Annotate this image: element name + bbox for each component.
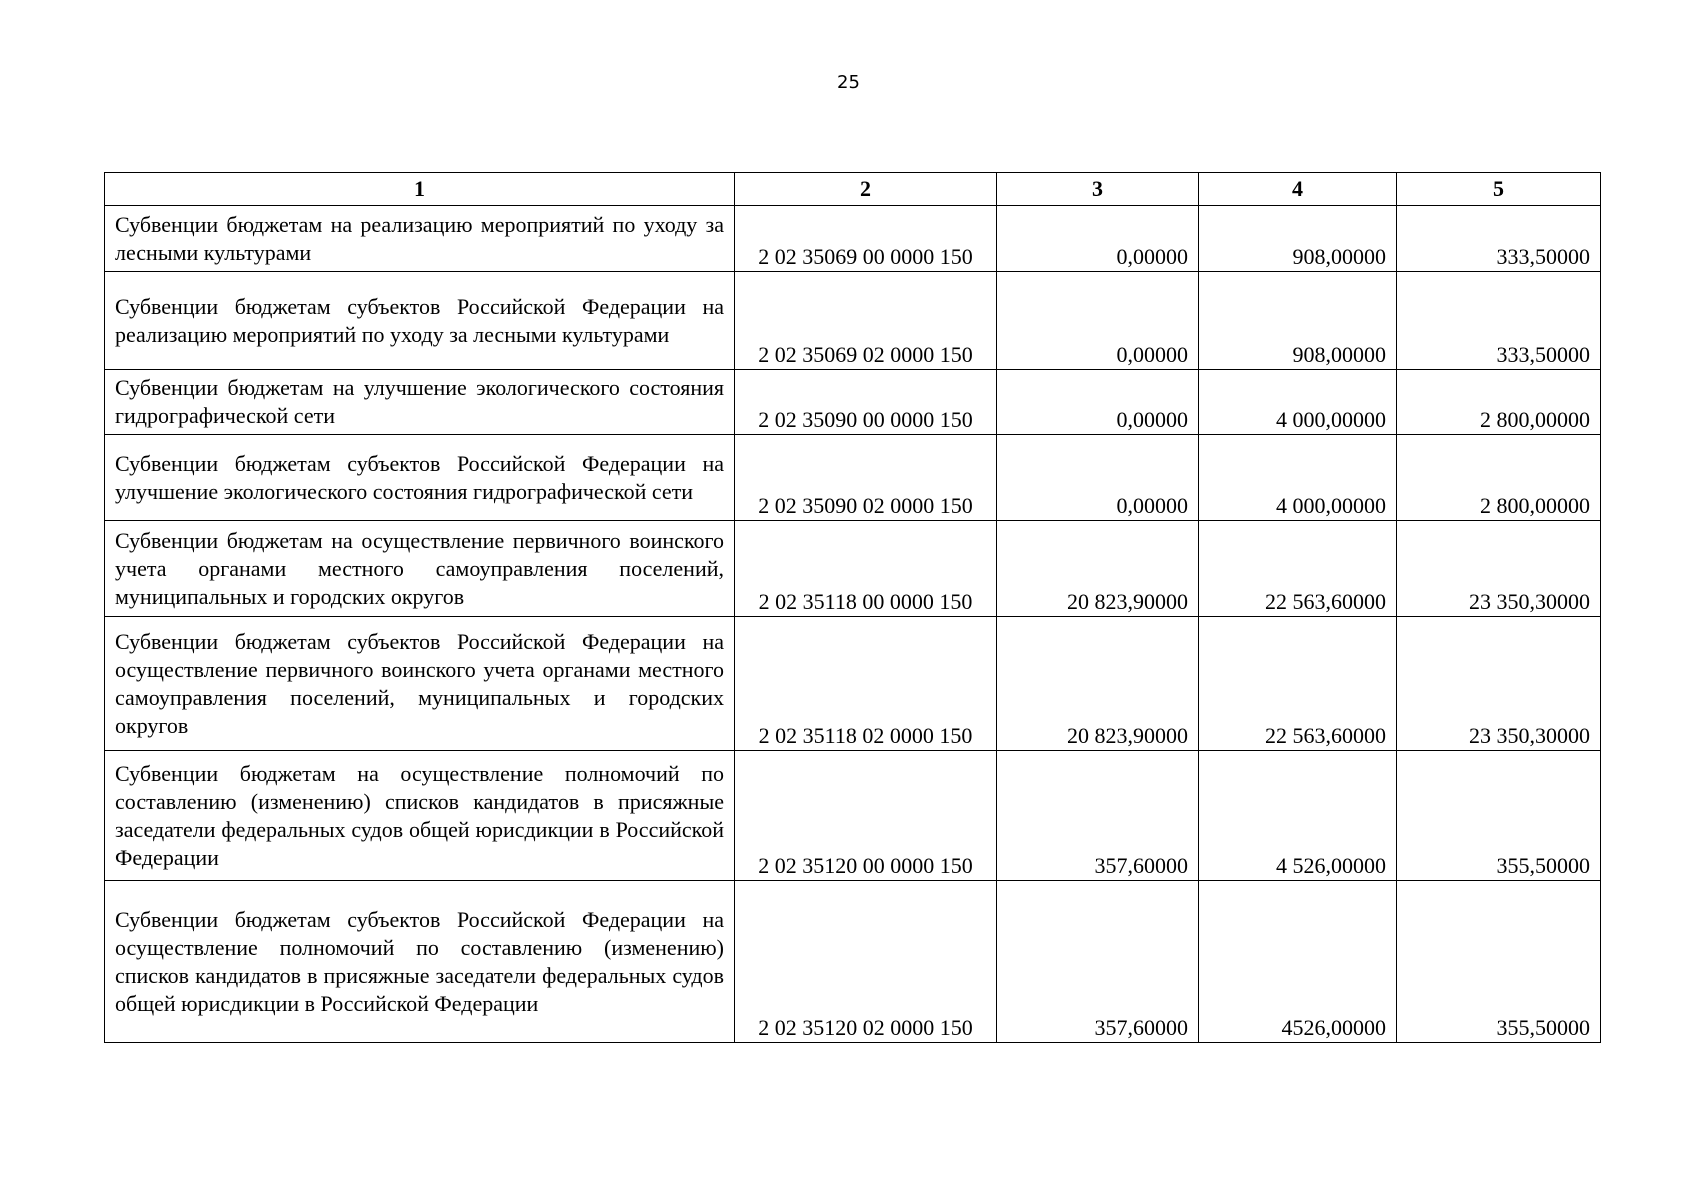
row-value-4: 22 563,60000: [1199, 521, 1397, 617]
row-value-5: 355,50000: [1397, 751, 1601, 881]
row-name: Субвенции бюджетам субъектов Российской Федерации на реализацию мероприятий по уходу за лесными культурами: [105, 272, 735, 370]
table-row: [105, 617, 1601, 751]
row-code: 2 02 35120 02 0000 150: [735, 881, 997, 1043]
header-col-3: 3: [997, 173, 1199, 206]
table-row: [105, 370, 1601, 435]
row-value-3: 0,00000: [997, 206, 1199, 272]
row-name: Субвенции бюджетам субъектов Российской Федерации на осуществление полномочий по составлению (изменению) списков кандидатов в присяжные заседатели федеральных судов общей юрисдикции в Российской Федерации: [105, 881, 735, 1043]
header-col-2: 2: [735, 173, 997, 206]
row-name: Субвенции бюджетам на реализацию мероприятий по уходу за лесными культурами: [105, 206, 735, 272]
row-value-3: 0,00000: [997, 272, 1199, 370]
row-value-4: 908,00000: [1199, 272, 1397, 370]
row-code: 2 02 35090 02 0000 150: [735, 435, 997, 521]
table-row: [105, 435, 1601, 521]
row-code: 2 02 35069 02 0000 150: [735, 272, 997, 370]
row-value-5: 23 350,30000: [1397, 521, 1601, 617]
row-code: 2 02 35069 00 0000 150: [735, 206, 997, 272]
table-row: [105, 206, 1601, 272]
row-name: Субвенции бюджетам на улучшение экологического состояния гидрографической сети: [105, 370, 735, 435]
header-col-1: 1: [105, 173, 735, 206]
row-code: 2 02 35120 00 0000 150: [735, 751, 997, 881]
row-value-5: 333,50000: [1397, 272, 1601, 370]
row-name: Субвенции бюджетам на осуществление полномочий по составлению (изменению) списков кандидатов в присяжные заседатели федеральных судов общей юрисдикции в Российской Федерации: [105, 751, 735, 881]
row-value-5: 23 350,30000: [1397, 617, 1601, 751]
budget-table: [104, 172, 1601, 1043]
row-value-3: 357,60000: [997, 751, 1199, 881]
header-row: [105, 173, 1601, 206]
header-col-4: 4: [1199, 173, 1397, 206]
table-body: [105, 206, 1601, 1043]
row-value-3: 20 823,90000: [997, 617, 1199, 751]
row-value-3: 20 823,90000: [997, 521, 1199, 617]
row-value-3: 357,60000: [997, 881, 1199, 1043]
row-value-4: 4 000,00000: [1199, 435, 1397, 521]
row-code: 2 02 35090 00 0000 150: [735, 370, 997, 435]
table-header: [105, 173, 1601, 206]
row-code: 2 02 35118 00 0000 150: [735, 521, 997, 617]
row-name: Субвенции бюджетам субъектов Российской Федерации на улучшение экологического состояния гидрографической сети: [105, 435, 735, 521]
row-code: 2 02 35118 02 0000 150: [735, 617, 997, 751]
row-name: Субвенции бюджетам субъектов Российской Федерации на осуществление первичного воинского учета органами местного самоуправления поселений, муниципальных и городских округов: [105, 617, 735, 751]
row-value-5: 2 800,00000: [1397, 370, 1601, 435]
header-col-5: 5: [1397, 173, 1601, 206]
row-value-4: 908,00000: [1199, 206, 1397, 272]
table-row: [105, 751, 1601, 881]
row-value-5: 2 800,00000: [1397, 435, 1601, 521]
row-name: Субвенции бюджетам на осуществление первичного воинского учета органами местного самоуправления поселений, муниципальных и городских округов: [105, 521, 735, 617]
row-value-5: 333,50000: [1397, 206, 1601, 272]
row-value-4: 22 563,60000: [1199, 617, 1397, 751]
row-value-4: 4526,00000: [1199, 881, 1397, 1043]
table-row: [105, 881, 1601, 1043]
table-row: [105, 521, 1601, 617]
row-value-5: 355,50000: [1397, 881, 1601, 1043]
row-value-3: 0,00000: [997, 370, 1199, 435]
row-value-4: 4 526,00000: [1199, 751, 1397, 881]
row-value-4: 4 000,00000: [1199, 370, 1397, 435]
page-number: 25: [837, 72, 860, 93]
table-row: [105, 272, 1601, 370]
row-value-3: 0,00000: [997, 435, 1199, 521]
